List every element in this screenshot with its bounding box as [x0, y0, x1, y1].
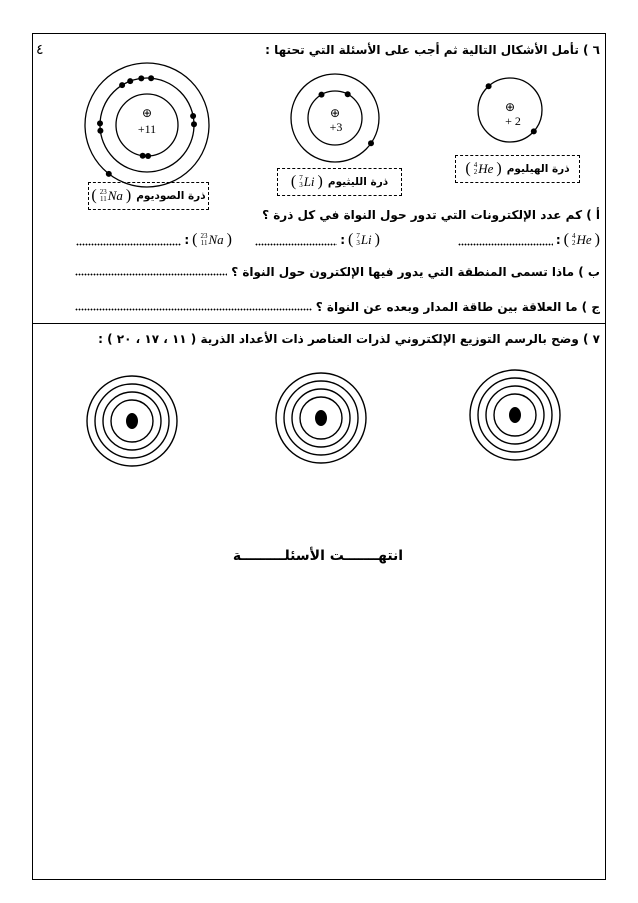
answer-dotted-line	[75, 273, 227, 276]
nucleus-icon: ⊕	[329, 106, 341, 120]
element-symbol: He	[576, 232, 592, 247]
question-7-prompt: ٧ ) وضح بالرسم التوزيع الإلكتروني لذرات العناصر ذات الأعداد الذرية ( ١١ ، ١٧ ، ٢٠ ) :	[98, 332, 600, 346]
close-bracket: )	[374, 231, 380, 248]
open-bracket: (	[290, 173, 297, 190]
question-6c-row	[75, 299, 600, 315]
answer-dotted-line	[255, 243, 337, 246]
atomic-number: 11	[99, 195, 107, 203]
close-bracket: )	[226, 231, 232, 248]
isotope-numbers	[474, 162, 478, 176]
nucleus-charge: + 2	[505, 114, 521, 128]
question-6a-prompt: أ ) كم عدد الإلكترونات التي تدور حول النواة في كل ذرة ؟	[262, 208, 600, 222]
open-bracket: (	[91, 187, 97, 204]
element-symbol: He	[478, 161, 494, 176]
section-divider	[32, 323, 606, 324]
nucleus-charge: +11	[137, 122, 157, 136]
question-6-title: ٦ ) تأمل الأشكال التالية ثم أجب على الأسئلة التي تحتها :	[265, 43, 600, 57]
isotope-numbers	[299, 175, 303, 189]
nucleus-icon: ⊕	[504, 100, 516, 114]
open-bracket: (	[192, 231, 198, 248]
answer-dotted-line	[75, 308, 312, 311]
question-6c-prompt: ج ) ما العلاقة بين طاقة المدار وبعده عن النواة ؟	[315, 300, 600, 314]
atomic-number: 2	[572, 239, 576, 247]
sodium-label: ذرة الصوديوم	[136, 190, 206, 202]
atomic-number: 11	[200, 239, 208, 247]
question-6b-prompt: ب ) ماذا تسمى المنطقة التي يدور فيها الإلكترون حول النواة ؟	[231, 265, 600, 279]
close-bracket: )	[125, 187, 132, 204]
open-bracket: (	[348, 231, 354, 248]
sodium-nuclide-notation	[91, 188, 131, 204]
element-symbol: Na	[107, 188, 123, 203]
question-6b-row	[75, 264, 600, 280]
atomic-number: 3	[356, 239, 360, 247]
atomic-number: 2	[473, 168, 478, 176]
lithium-nuclide-notation	[348, 232, 380, 248]
mass-number: 7	[299, 174, 303, 182]
close-bracket: )	[496, 160, 502, 177]
atomic-number: 3	[299, 181, 303, 189]
answer-colon: :	[184, 233, 190, 247]
answer-blank-helium	[458, 231, 600, 249]
open-bracket: (	[465, 160, 471, 177]
element-symbol: Li	[303, 174, 315, 189]
answer-blank-sodium	[76, 231, 232, 249]
lithium-nuclide-notation	[291, 174, 323, 190]
lithium-label-box	[277, 168, 402, 196]
helium-label-box	[455, 155, 580, 183]
end-of-questions-text: انتهـــــــت الأسئلـــــــــة	[232, 548, 404, 564]
open-bracket: (	[563, 231, 569, 248]
close-bracket: )	[594, 231, 600, 248]
sodium-label-box	[88, 182, 209, 210]
mass-number: 23	[200, 232, 208, 240]
mass-number: 23	[99, 188, 107, 196]
answer-colon: :	[555, 233, 561, 247]
isotope-numbers	[356, 233, 360, 247]
nucleus-icon: ⊕	[141, 106, 153, 120]
answer-blank-lithium	[255, 231, 380, 249]
element-symbol: Li	[360, 232, 372, 247]
sodium-nuclide-notation	[192, 232, 232, 248]
answer-dotted-line	[76, 243, 181, 246]
helium-label: ذرة الهيليوم	[506, 163, 570, 175]
isotope-numbers	[201, 233, 208, 247]
isotope-numbers	[572, 233, 576, 247]
close-bracket: )	[317, 173, 323, 190]
isotope-numbers	[100, 189, 107, 203]
helium-nuclide-notation	[465, 161, 501, 177]
mass-number: 4	[473, 161, 478, 169]
mass-number: 7	[356, 232, 360, 240]
page-number: ٤	[36, 42, 44, 58]
answer-dotted-line	[458, 243, 553, 246]
lithium-label: ذرة الليثيوم	[327, 176, 389, 188]
nucleus-charge: +3	[329, 120, 343, 134]
helium-nuclide-notation	[564, 232, 600, 248]
answer-colon: :	[340, 233, 345, 247]
mass-number: 4	[572, 232, 576, 240]
element-symbol: Na	[208, 232, 224, 247]
